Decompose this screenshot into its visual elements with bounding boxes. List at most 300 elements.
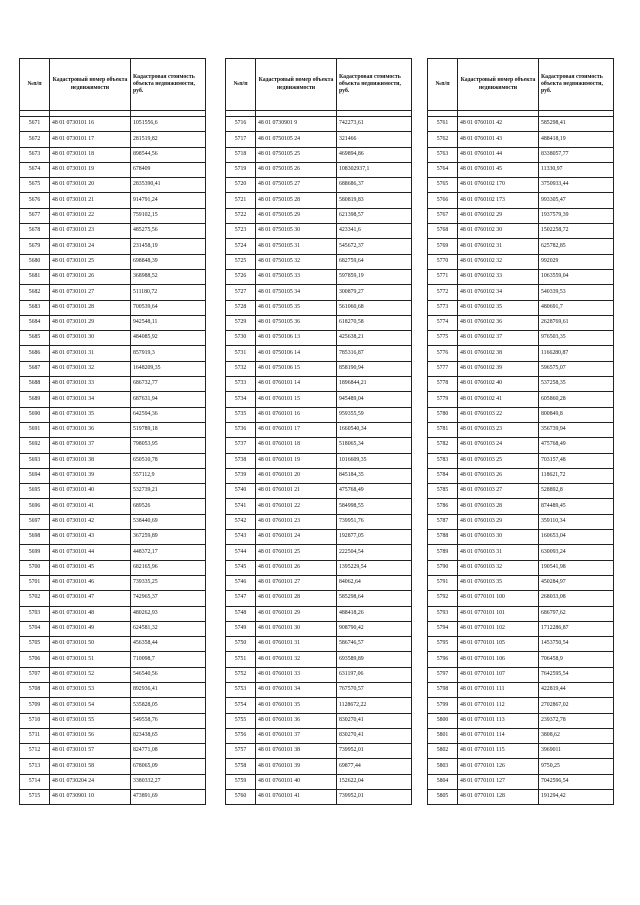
table-row (226, 315, 412, 330)
cadastral-number: 48 01 0760101 16 (256, 407, 337, 422)
row-number: 5762 (428, 132, 458, 147)
cadastral-number: 48 01 0770101 115 (458, 744, 539, 759)
cadastral-value: 625782,85 (539, 239, 614, 254)
row-number: 5752 (226, 667, 256, 682)
cadastral-number: 48 01 0730101 48 (50, 606, 131, 621)
row-number: 5672 (20, 132, 50, 147)
table-row (226, 698, 412, 713)
cadastral-number: 48 01 0770101 100 (458, 591, 539, 606)
cadastral-number: 48 01 0760102 29 (458, 208, 539, 223)
cadastral-number: 48 01 0730101 47 (50, 591, 131, 606)
row-number: 5726 (226, 269, 256, 284)
cadastral-number: 48 01 0760101 33 (256, 667, 337, 682)
cadastral-number: 48 01 0730101 50 (50, 637, 131, 652)
row-number: 5716 (226, 117, 256, 132)
table-row (20, 606, 206, 621)
row-number: 5708 (20, 682, 50, 697)
row-number: 5768 (428, 224, 458, 239)
column-header-cadastral-number: Кадастровый номер объекта недвижимости (256, 59, 337, 111)
table-row (226, 254, 412, 269)
cadastral-number: 48 01 0770101 105 (458, 637, 539, 652)
row-number: 5676 (20, 193, 50, 208)
cadastral-value: 739951,76 (337, 514, 412, 529)
cadastral-value: 480691,7 (539, 300, 614, 315)
cadastral-value: 484085,92 (131, 331, 206, 346)
cadastral-value: 473891,69 (131, 790, 206, 805)
row-number: 5701 (20, 575, 50, 590)
cadastral-value: 585298,64 (337, 591, 412, 606)
cadastral-number: 48 01 0750105 33 (256, 269, 337, 284)
cadastral-value: 700539,64 (131, 300, 206, 315)
table-row (20, 682, 206, 697)
cadastral-value: 830270,41 (337, 713, 412, 728)
cadastral-value: 689526 (131, 499, 206, 514)
table-row (226, 407, 412, 422)
table-row (226, 285, 412, 300)
table-row (20, 178, 206, 193)
row-number: 5703 (20, 606, 50, 621)
row-number: 5697 (20, 514, 50, 529)
row-number: 5730 (226, 331, 256, 346)
cadastral-number: 48 01 0770101 128 (458, 790, 539, 805)
cadastral-number: 48 01 0730101 57 (50, 744, 131, 759)
cadastral-number: 48 01 0760101 25 (256, 545, 337, 560)
cadastral-number: 48 01 0730101 18 (50, 147, 131, 162)
cadastral-number: 48 01 0750105 28 (256, 193, 337, 208)
row-number: 5705 (20, 637, 50, 652)
table-row (20, 285, 206, 300)
row-number: 5800 (428, 713, 458, 728)
row-number: 5763 (428, 147, 458, 162)
table-row (226, 530, 412, 545)
table-row (226, 744, 412, 759)
table-row (20, 484, 206, 499)
cadastral-value: 480262,93 (131, 606, 206, 621)
cadastral-value: 767570,57 (337, 682, 412, 697)
table-row (20, 407, 206, 422)
cadastral-value: 535828,05 (131, 698, 206, 713)
cadastral-value: 703157,48 (539, 453, 614, 468)
table-row (428, 606, 614, 621)
row-number: 5729 (226, 315, 256, 330)
cadastral-number: 48 01 0760101 24 (256, 530, 337, 545)
row-number: 5782 (428, 438, 458, 453)
column-header-number: №п/п (226, 59, 256, 111)
row-number: 5694 (20, 468, 50, 483)
cadastral-value: 1016609,35 (337, 453, 412, 468)
cadastral-number: 48 01 0730901 9 (256, 117, 337, 132)
row-number: 5774 (428, 315, 458, 330)
cadastral-number: 48 01 0760103 31 (458, 545, 539, 560)
cadastral-value: 1128672,22 (337, 698, 412, 713)
row-number: 5671 (20, 117, 50, 132)
cadastral-value: 528892,8 (539, 484, 614, 499)
table-row (20, 438, 206, 453)
row-number: 5770 (428, 254, 458, 269)
table-row (226, 147, 412, 162)
cadastral-value: 511180,72 (131, 285, 206, 300)
cadastral-number: 48 01 0760102 38 (458, 346, 539, 361)
row-number: 5780 (428, 407, 458, 422)
row-number: 5746 (226, 575, 256, 590)
cadastral-value: 190541,98 (539, 560, 614, 575)
row-number: 5707 (20, 667, 50, 682)
cadastral-number: 48 01 0760101 41 (256, 790, 337, 805)
table-row (428, 652, 614, 667)
cadastral-number: 48 01 0760103 24 (458, 438, 539, 453)
cadastral-number: 48 01 0750105 29 (256, 208, 337, 223)
cadastral-value: 1648209,35 (131, 361, 206, 376)
table-row (20, 315, 206, 330)
row-number: 5764 (428, 162, 458, 177)
table-row (428, 545, 614, 560)
table-row (20, 117, 206, 132)
row-number: 5731 (226, 346, 256, 361)
table-row (226, 117, 412, 132)
table-row (20, 728, 206, 743)
table-row (428, 147, 614, 162)
table-row (226, 606, 412, 621)
cadastral-number: 48 01 0760103 29 (458, 514, 539, 529)
table-row (20, 193, 206, 208)
table-row (20, 591, 206, 606)
row-number: 5695 (20, 484, 50, 499)
row-number: 5678 (20, 224, 50, 239)
cadastral-value: 108302937,1 (337, 162, 412, 177)
cadastral-value: 759102,15 (131, 208, 206, 223)
table-row (226, 774, 412, 789)
row-number: 5777 (428, 361, 458, 376)
cadastral-value: 450284,97 (539, 575, 614, 590)
cadastral-value: 2835390,41 (131, 178, 206, 193)
table-row (20, 453, 206, 468)
cadastral-value: 584998,55 (337, 499, 412, 514)
table-row (428, 438, 614, 453)
cadastral-value: 540339,53 (539, 285, 614, 300)
cadastral-number: 48 01 0760101 42 (458, 117, 539, 132)
cadastral-value: 448372,17 (131, 545, 206, 560)
table-header-row (428, 59, 614, 111)
table-row (428, 790, 614, 805)
cadastral-value: 549558,76 (131, 713, 206, 728)
row-number: 5711 (20, 728, 50, 743)
row-number: 5796 (428, 652, 458, 667)
row-number: 5767 (428, 208, 458, 223)
table-row (226, 591, 412, 606)
row-number: 5805 (428, 790, 458, 805)
cadastral-number: 48 01 0760102 173 (458, 193, 539, 208)
table-row (20, 575, 206, 590)
table-row (428, 667, 614, 682)
row-number: 5766 (428, 193, 458, 208)
table-header-row (20, 59, 206, 111)
table-row (226, 453, 412, 468)
row-number: 5758 (226, 759, 256, 774)
row-number: 5727 (226, 285, 256, 300)
cadastral-number: 48 01 0760102 30 (458, 224, 539, 239)
row-number: 5802 (428, 744, 458, 759)
cadastral-value: 538440,69 (131, 514, 206, 529)
cadastral-value: 858190,94 (337, 361, 412, 376)
row-number: 5734 (226, 392, 256, 407)
row-number: 5750 (226, 637, 256, 652)
cadastral-number: 48 01 0760102 41 (458, 392, 539, 407)
cadastral-number: 48 01 0750105 36 (256, 315, 337, 330)
cadastral-value: 222504,54 (337, 545, 412, 560)
table-row (20, 361, 206, 376)
cadastral-number: 48 01 0730101 55 (50, 713, 131, 728)
table-row (20, 621, 206, 636)
cadastral-value: 7642595,54 (539, 667, 614, 682)
column-header-cadastral-value: Кадастровая стоимость объекта недвижимости, руб. (337, 59, 412, 111)
table-row (20, 514, 206, 529)
table-row (428, 774, 614, 789)
table-row (20, 744, 206, 759)
row-number: 5751 (226, 652, 256, 667)
cadastral-number: 48 01 0730204 24 (50, 774, 131, 789)
cadastral-value: 580819,83 (337, 193, 412, 208)
cadastral-number: 48 01 0730101 17 (50, 132, 131, 147)
cadastral-number: 48 01 0770101 101 (458, 606, 539, 621)
table-row (428, 193, 614, 208)
table-row (428, 422, 614, 437)
cadastral-number: 48 01 0770101 107 (458, 667, 539, 682)
row-number: 5680 (20, 254, 50, 269)
table-row (20, 346, 206, 361)
cadastral-number: 48 01 0730101 26 (50, 269, 131, 284)
cadastral-value: 9750,25 (539, 759, 614, 774)
cadastral-number: 48 01 0730101 56 (50, 728, 131, 743)
table-row (226, 361, 412, 376)
row-number: 5728 (226, 300, 256, 315)
cadastral-number: 48 01 0760101 29 (256, 606, 337, 621)
cadastral-value: 546540,56 (131, 667, 206, 682)
cadastral-value: 518065,34 (337, 438, 412, 453)
cadastral-number: 48 01 0760101 30 (256, 621, 337, 636)
row-number: 5735 (226, 407, 256, 422)
row-number: 5783 (428, 453, 458, 468)
cadastral-value: 557112,9 (131, 468, 206, 483)
cadastral-value: 8338057,77 (539, 147, 614, 162)
row-number: 5689 (20, 392, 50, 407)
cadastral-number: 48 01 0730101 31 (50, 346, 131, 361)
row-number: 5760 (226, 790, 256, 805)
cadastral-value: 892936,41 (131, 682, 206, 697)
table-row (428, 377, 614, 392)
cadastral-value: 642594,36 (131, 407, 206, 422)
row-number: 5769 (428, 239, 458, 254)
cadastral-value: 798053,95 (131, 438, 206, 453)
cadastral-number: 48 01 0730101 27 (50, 285, 131, 300)
row-number: 5772 (428, 285, 458, 300)
cadastral-value: 630093,24 (539, 545, 614, 560)
cadastral-number: 48 01 0730101 22 (50, 208, 131, 223)
table-row (428, 254, 614, 269)
cadastral-value: 624581,32 (131, 621, 206, 636)
cadastral-value: 621398,57 (337, 208, 412, 223)
table-row (428, 162, 614, 177)
cadastral-number: 48 01 0760101 22 (256, 499, 337, 514)
cadastral-value: 456358,44 (131, 637, 206, 652)
cadastral-number: 48 01 0760103 35 (458, 575, 539, 590)
row-number: 5723 (226, 224, 256, 239)
table-row (20, 331, 206, 346)
cadastral-number: 48 01 0760103 28 (458, 499, 539, 514)
cadastral-number: 48 01 0770101 113 (458, 713, 539, 728)
row-number: 5702 (20, 591, 50, 606)
table-row (20, 300, 206, 315)
row-number: 5761 (428, 117, 458, 132)
row-number: 5692 (20, 438, 50, 453)
cadastral-number: 48 01 0770101 106 (458, 652, 539, 667)
cadastral-value: 118621,72 (539, 468, 614, 483)
cadastral-value: 682165,96 (131, 560, 206, 575)
table-row (428, 530, 614, 545)
table-row (428, 407, 614, 422)
row-number: 5785 (428, 484, 458, 499)
row-number: 5747 (226, 591, 256, 606)
row-number: 5684 (20, 315, 50, 330)
row-number: 5690 (20, 407, 50, 422)
cadastral-value: 1051556,6 (131, 117, 206, 132)
cadastral-number: 48 01 0730101 20 (50, 178, 131, 193)
table-row (428, 575, 614, 590)
cadastral-number: 48 01 0730101 42 (50, 514, 131, 529)
table-row (226, 484, 412, 499)
cadastral-number: 48 01 0730101 34 (50, 392, 131, 407)
cadastral-value: 945489,04 (337, 392, 412, 407)
table-row (20, 239, 206, 254)
row-number: 5718 (226, 147, 256, 162)
row-number: 5798 (428, 682, 458, 697)
cadastral-number: 48 01 0730101 53 (50, 682, 131, 697)
table-row (428, 453, 614, 468)
table-row (226, 162, 412, 177)
table-row (226, 759, 412, 774)
row-number: 5748 (226, 606, 256, 621)
row-number: 5685 (20, 331, 50, 346)
row-number: 5771 (428, 269, 458, 284)
cadastral-number: 48 01 0730101 23 (50, 224, 131, 239)
table-row (226, 331, 412, 346)
row-number: 5682 (20, 285, 50, 300)
cadastral-value: 585298,41 (539, 117, 614, 132)
cadastral-value: 686732,77 (131, 377, 206, 392)
row-number: 5698 (20, 530, 50, 545)
cadastral-number: 48 01 0760102 170 (458, 178, 539, 193)
cadastral-number: 48 01 0750106 15 (256, 361, 337, 376)
cadastral-number: 48 01 0760101 39 (256, 759, 337, 774)
row-number: 5787 (428, 514, 458, 529)
table-row (428, 499, 614, 514)
table-row (226, 713, 412, 728)
table-row (20, 224, 206, 239)
row-number: 5710 (20, 713, 50, 728)
cadastral-number: 48 01 0760102 40 (458, 377, 539, 392)
cadastral-value: 152622,04 (337, 774, 412, 789)
cadastral-number: 48 01 0760103 22 (458, 407, 539, 422)
table-row (226, 545, 412, 560)
table-row (226, 422, 412, 437)
cadastral-value: 914791,24 (131, 193, 206, 208)
cadastral-value: 739952,01 (337, 790, 412, 805)
cadastral-number: 48 01 0730101 52 (50, 667, 131, 682)
row-number: 5792 (428, 591, 458, 606)
table-row (428, 208, 614, 223)
cadastral-number: 48 01 0760101 45 (458, 162, 539, 177)
table-row (226, 239, 412, 254)
table-row (226, 193, 412, 208)
row-number: 5724 (226, 239, 256, 254)
table-row (226, 728, 412, 743)
cadastral-value: 1660540,34 (337, 422, 412, 437)
column-header-cadastral-value: Кадастровая стоимость объекта недвижимости, руб. (131, 59, 206, 111)
table-row (20, 713, 206, 728)
cadastral-number: 48 01 0730101 16 (50, 117, 131, 132)
row-number: 5732 (226, 361, 256, 376)
cadastral-number: 48 01 0760103 23 (458, 422, 539, 437)
table-row (428, 239, 614, 254)
row-number: 5674 (20, 162, 50, 177)
column-header-number: №п/п (20, 59, 50, 111)
table-row (20, 468, 206, 483)
row-number: 5779 (428, 392, 458, 407)
table-row (428, 621, 614, 636)
cadastral-number: 48 01 0730101 38 (50, 453, 131, 468)
cadastral-value: 678409 (131, 162, 206, 177)
table-row (428, 361, 614, 376)
table-row (428, 117, 614, 132)
cadastral-value: 597859,19 (337, 269, 412, 284)
table-row (226, 346, 412, 361)
table-row (428, 698, 614, 713)
row-number: 5720 (226, 178, 256, 193)
cadastral-number: 48 01 0750105 30 (256, 224, 337, 239)
cadastral-number: 48 01 0750106 13 (256, 331, 337, 346)
table-row (428, 759, 614, 774)
row-number: 5709 (20, 698, 50, 713)
cadastral-number: 48 01 0760102 35 (458, 300, 539, 315)
cadastral-number: 48 01 0730101 54 (50, 698, 131, 713)
cadastral-number: 48 01 0730101 49 (50, 621, 131, 636)
cadastral-value: 1712286,87 (539, 621, 614, 636)
table-row (428, 744, 614, 759)
table-row (20, 759, 206, 774)
cadastral-number: 48 01 0730101 44 (50, 545, 131, 560)
row-number: 5738 (226, 453, 256, 468)
column-header-cadastral-number: Кадастровый номер объекта недвижимости (50, 59, 131, 111)
cadastral-number: 48 01 0770101 126 (458, 759, 539, 774)
row-number: 5704 (20, 621, 50, 636)
table-row (428, 178, 614, 193)
cadastral-number: 48 01 0760101 31 (256, 637, 337, 652)
cadastral-value: 993305,47 (539, 193, 614, 208)
cadastral-value: 488418,19 (539, 132, 614, 147)
table-row (20, 560, 206, 575)
cadastral-value: 192877,05 (337, 530, 412, 545)
row-number: 5743 (226, 530, 256, 545)
row-number: 5675 (20, 178, 50, 193)
table-row (226, 499, 412, 514)
cadastral-number: 48 01 0730101 32 (50, 361, 131, 376)
cadastral-number: 48 01 0760101 21 (256, 484, 337, 499)
cadastral-value: 1166280,87 (539, 346, 614, 361)
table-row (20, 147, 206, 162)
cadastral-number: 48 01 0760102 33 (458, 269, 539, 284)
table-row (428, 468, 614, 483)
cadastral-number: 48 01 0760102 34 (458, 285, 539, 300)
row-number: 5736 (226, 422, 256, 437)
